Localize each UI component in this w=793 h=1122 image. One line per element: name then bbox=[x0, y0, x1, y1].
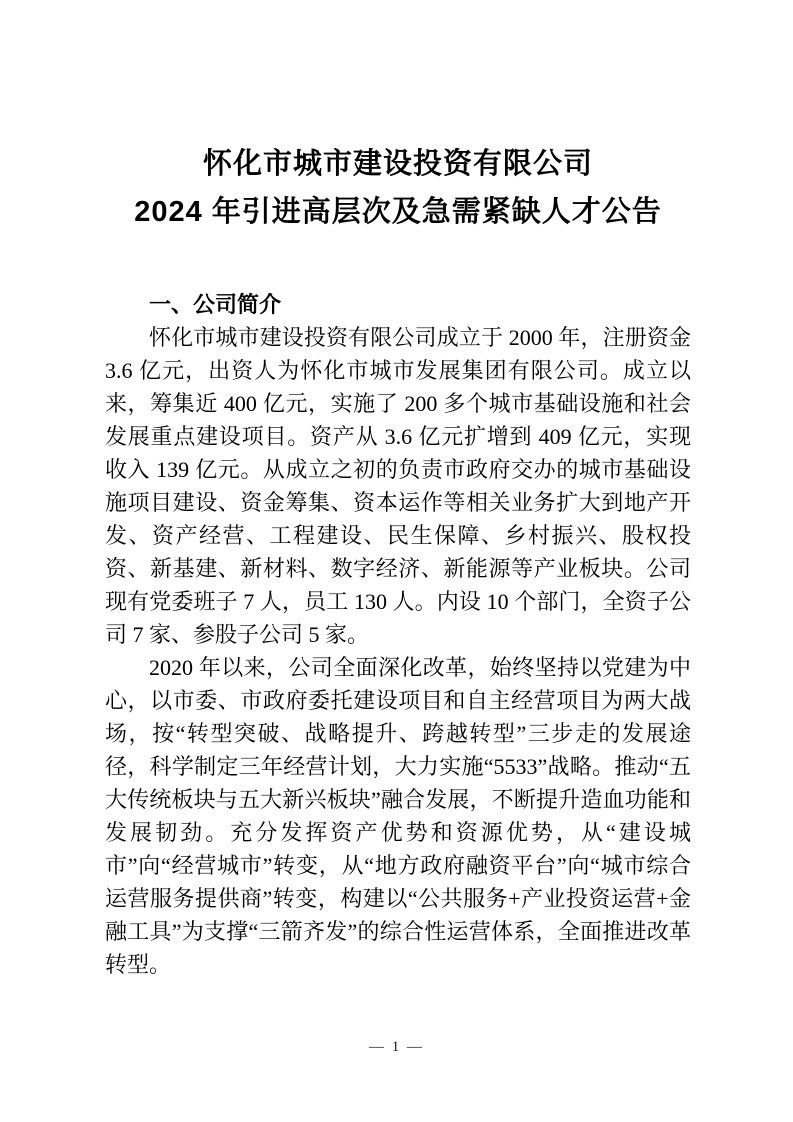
document-title-line2: 2024 年引进高层次及急需紧缺人才公告 bbox=[134, 196, 662, 228]
document-title-line1: 怀化市城市建设投资有限公司 bbox=[202, 148, 593, 180]
paragraph-reform-strategy: 2020 年以来，公司全面深化改革，始终坚持以党建为中心，以市委、市政府委托建设项目和自主经营项目为两大战场，按“转型突破、战略提升、跨越转型”三步走的发展途径，科学制定三年经营计划，大力实施“5533”战略。推动“五大传统板块与五大新兴板块”融合发展，不断提升造血功能和发展韧劲。充分发挥资产优势和资源优势，从“建设城市”向“经营城市”转变，从“地方政府融资平台”向“城市综合运营服务提供商”转变，构建以“公共服务+产业投资运营+金融工具”为支撑“三箭齐发”的综合性运营体系，全面推进改革转型。 bbox=[105, 655, 691, 977]
page-number: — 1 — bbox=[369, 1039, 424, 1055]
paragraph-company-overview: 怀化市城市建设投资有限公司成立于 2000 年，注册资金 3.6 亿元，出资人为怀化市城市发展集团有限公司。成立以来，筹集近 400 亿元，实施了 200 多个城市基础设施和社会发展重点建设项目。资产从 3.6 亿元扩增到 409 亿元，实现收入 139 亿元。从成立之初的负责市政府交办的城市基础设施项目建设、资金筹集、资本运作等相关业务扩大到地产开发、资产经营、工程建设、民生保障、乡村振兴、股权投资、新基建、新材料、数字经济、新能源等产业板块。公司现有党委班子 7 人，员工 130 人。内设 10 个部门，全资子公司 7 家、参股子公司 5 家。 bbox=[105, 325, 691, 647]
section-heading-company-intro: 一、公司简介 bbox=[149, 292, 282, 317]
